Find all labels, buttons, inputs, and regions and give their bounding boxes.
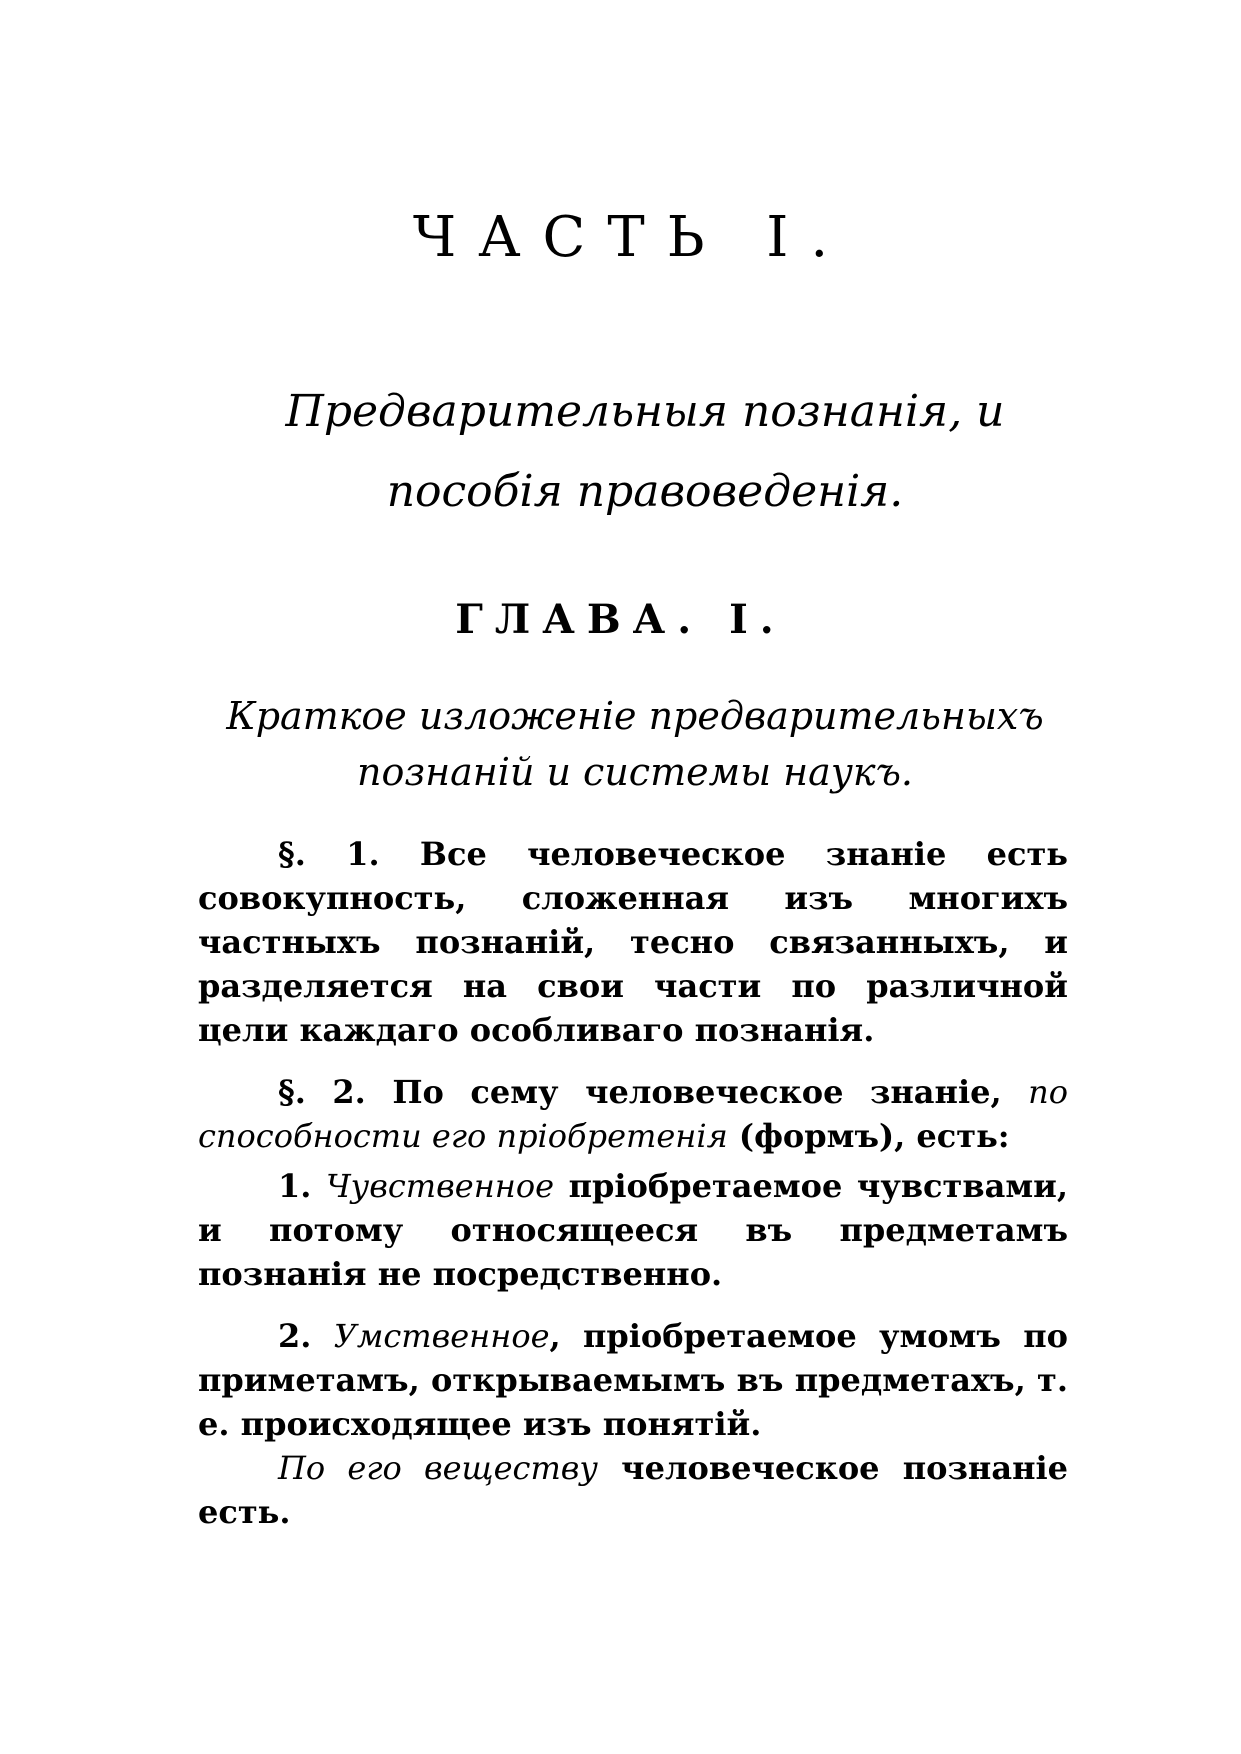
paragraph-3-emphasis: Чувственное xyxy=(325,1167,555,1205)
paragraph-2-emphasis: по способности его пріобретенія xyxy=(198,1073,1068,1155)
part-title: ЧАСТЬ I. xyxy=(412,205,851,270)
paragraph-5 xyxy=(198,1446,1068,1534)
paragraph-2-lead: §. 2. По сему человеческое знаніе, xyxy=(278,1073,1029,1111)
paragraph-5-emphasis: По его веществу xyxy=(278,1449,598,1487)
paragraph-2-tail: (формъ), есть: xyxy=(727,1117,1010,1155)
body-text xyxy=(198,832,1068,1552)
paragraph-3-number: 1. xyxy=(278,1167,326,1205)
chapter-subtitle: Краткое изложеніе предварительныхъ познаній и системы наукъ. xyxy=(226,694,1044,794)
paragraph-3 xyxy=(198,1164,1068,1296)
paragraph-4-emphasis: Умственное xyxy=(333,1317,550,1355)
paragraph-1: §. 1. Все человеческое знаніе есть совокупность, сложенная изъ многихъ частныхъ познаній, тесно связанныхъ, и разделяется на свои части по различной цели каждаго особливаго познанія. xyxy=(198,835,1068,1049)
paragraph-5-rest: человеческое познаніе есть. xyxy=(198,1449,1069,1531)
paragraph-4 xyxy=(198,1314,1068,1446)
chapter-title: ГЛАВА. I. xyxy=(455,596,786,643)
paragraph-2 xyxy=(198,1070,1068,1158)
paragraph-4-number: 2. xyxy=(278,1317,334,1355)
paragraph-3-rest: пріобретаемое чувствами, и потому относящееся въ предметамъ познанія не посредственно. xyxy=(198,1167,1068,1293)
part-subtitle: Предварительныя познанія, и пособія правоведенія. xyxy=(285,386,1005,517)
paragraph-4-rest: , пріобретаемое умомъ по приметамъ, открываемымъ въ предметахъ, т. е. происходящее изъ понятій. xyxy=(198,1317,1069,1443)
